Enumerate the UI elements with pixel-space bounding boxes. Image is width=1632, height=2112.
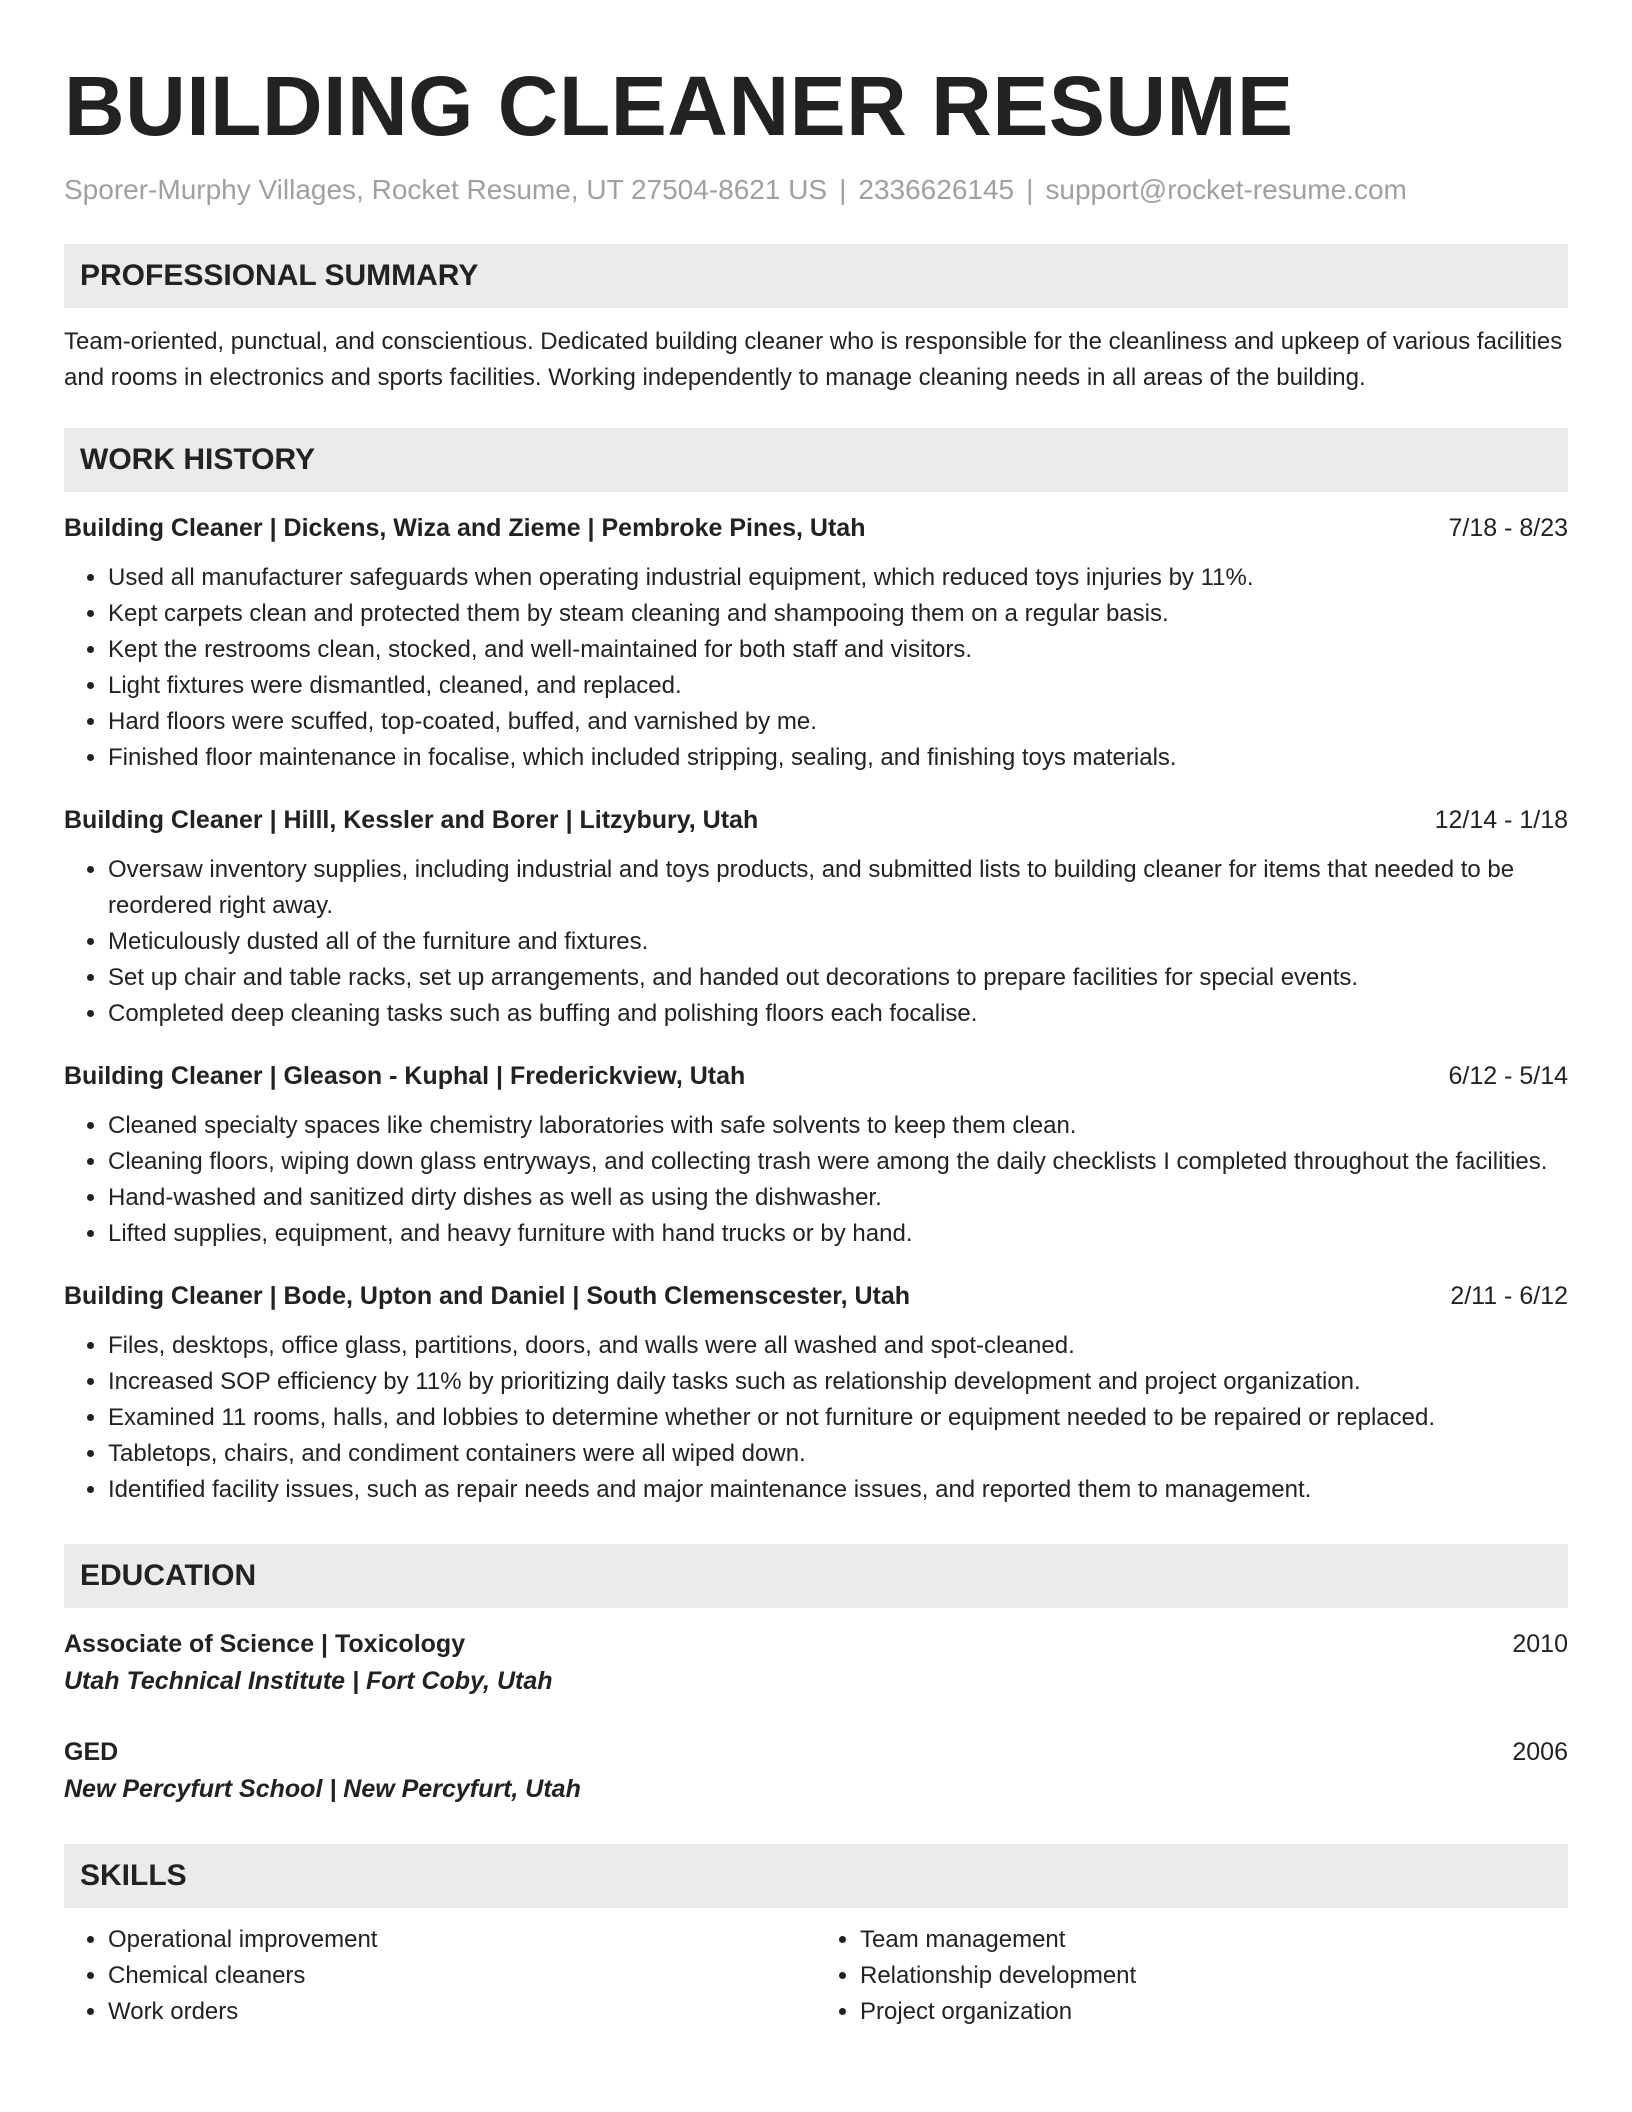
contact-separator: | xyxy=(1026,174,1034,205)
job-entry xyxy=(64,1278,1568,1508)
job-bullets xyxy=(64,1108,1568,1252)
education-degree: Associate of Science | Toxicology xyxy=(64,1630,466,1658)
job-bullet: • Set up chair and table racks, set up arrangements, and handed out decorations to prepare facilities for special events. xyxy=(108,960,1568,996)
skills-column-right xyxy=(816,1922,1568,2030)
education-heading xyxy=(64,1626,1568,1662)
section-header-skills: SKILLS xyxy=(64,1844,1568,1908)
job-heading xyxy=(64,802,1568,838)
skill-item: • Operational improvement xyxy=(108,1922,816,1958)
job-dates: 2/11 - 6/12 xyxy=(1450,1282,1568,1310)
education-entry xyxy=(64,1734,1568,1808)
job-bullets xyxy=(64,852,1568,1032)
contact-email: support@rocket-resume.com xyxy=(1045,174,1407,205)
section-header-summary: PROFESSIONAL SUMMARY xyxy=(64,244,1568,308)
section-header-education: EDUCATION xyxy=(64,1544,1568,1608)
education-entry xyxy=(64,1626,1568,1700)
job-bullet: • Kept carpets clean and protected them by steam cleaning and shampooing them on a regular basis. xyxy=(108,596,1568,632)
job-entry xyxy=(64,510,1568,776)
job-dates: 12/14 - 1/18 xyxy=(1434,806,1568,834)
contact-separator: | xyxy=(839,174,847,205)
job-entry xyxy=(64,802,1568,1032)
job-dates: 6/12 - 5/14 xyxy=(1448,1062,1568,1090)
job-entry xyxy=(64,1058,1568,1252)
section-header-work-history: WORK HISTORY xyxy=(64,428,1568,492)
education-heading xyxy=(64,1734,1568,1770)
job-bullet: • Completed deep cleaning tasks such as buffing and polishing floors each focalise. xyxy=(108,996,1568,1032)
job-bullet: • Identified facility issues, such as repair needs and major maintenance issues, and reported them to management. xyxy=(108,1472,1568,1508)
job-title: Building Cleaner | Dickens, Wiza and Zieme | Pembroke Pines, Utah xyxy=(64,514,866,542)
skill-item: • Project organization xyxy=(860,1994,1568,2030)
job-bullet: • Hand-washed and sanitized dirty dishes as well as using the dishwasher. xyxy=(108,1180,1568,1216)
job-bullet: • Hard floors were scuffed, top-coated, buffed, and varnished by me. xyxy=(108,704,1568,740)
skills-grid xyxy=(64,1922,1568,2030)
education-year: 2006 xyxy=(1512,1738,1568,1766)
job-heading xyxy=(64,1058,1568,1094)
education-school: New Percyfurt School | New Percyfurt, Utah xyxy=(64,1775,581,1803)
education-year: 2010 xyxy=(1512,1630,1568,1658)
job-bullet: • Used all manufacturer safeguards when operating industrial equipment, which reduced toys injuries by 11%. xyxy=(108,560,1568,596)
resume-title: BUILDING CLEANER RESUME xyxy=(64,59,1294,153)
education-degree: GED xyxy=(64,1738,119,1766)
skills-column-left xyxy=(64,1922,816,2030)
job-bullet: • Oversaw inventory supplies, including industrial and toys products, and submitted lists to building cleaner for items that needed to be reordered right away. xyxy=(108,852,1568,924)
skill-item: • Work orders xyxy=(108,1994,816,2030)
job-bullet: • Meticulously dusted all of the furniture and fixtures. xyxy=(108,924,1568,960)
skill-item: • Team management xyxy=(860,1922,1568,1958)
job-bullet: • Examined 11 rooms, halls, and lobbies to determine whether or not furniture or equipment needed to be repaired or replaced. xyxy=(108,1400,1568,1436)
job-heading xyxy=(64,510,1568,546)
skill-item: • Chemical cleaners xyxy=(108,1958,816,1994)
job-bullet: • Lifted supplies, equipment, and heavy furniture with hand trucks or by hand. xyxy=(108,1216,1568,1252)
summary-text: Team-oriented, punctual, and conscientious. Dedicated building cleaner who is responsible for the cleanliness and upkeep of various facilities and rooms in electronics and sports facilities. Working independently to manage cleaning needs in all areas of the building. xyxy=(64,328,1563,391)
job-bullet: • Light fixtures were dismantled, cleaned, and replaced. xyxy=(108,668,1568,704)
job-title: Building Cleaner | Hilll, Kessler and Borer | Litzybury, Utah xyxy=(64,806,759,834)
contact-phone: 2336626145 xyxy=(858,174,1015,205)
job-bullet: • Cleaned specialty spaces like chemistry laboratories with safe solvents to keep them clean. xyxy=(108,1108,1568,1144)
job-heading xyxy=(64,1278,1568,1314)
job-title: Building Cleaner | Gleason - Kuphal | Frederickview, Utah xyxy=(64,1062,746,1090)
job-bullet: • Tabletops, chairs, and condiment containers were all wiped down. xyxy=(108,1436,1568,1472)
job-bullet: • Files, desktops, office glass, partitions, doors, and walls were all washed and spot-cleaned. xyxy=(108,1328,1568,1364)
job-bullets xyxy=(64,1328,1568,1508)
job-dates: 7/18 - 8/23 xyxy=(1448,514,1568,542)
job-bullet: • Kept the restrooms clean, stocked, and well-maintained for both staff and visitors. xyxy=(108,632,1568,668)
job-bullet: • Increased SOP efficiency by 11% by prioritizing daily tasks such as relationship development and project organization. xyxy=(108,1364,1568,1400)
job-title: Building Cleaner | Bode, Upton and Daniel | South Clemenscester, Utah xyxy=(64,1282,911,1310)
education-school: Utah Technical Institute | Fort Coby, Utah xyxy=(64,1667,553,1695)
job-bullets xyxy=(64,560,1568,776)
contact-address: Sporer-Murphy Villages, Rocket Resume, UT 27504-8621 US xyxy=(64,174,828,205)
job-bullet: • Finished floor maintenance in focalise, which included stripping, sealing, and finishing toys materials. xyxy=(108,740,1568,776)
contact-line xyxy=(64,172,1568,208)
job-bullet: • Cleaning floors, wiping down glass entryways, and collecting trash were among the daily checklists I completed throughout the facilities. xyxy=(108,1144,1568,1180)
skill-item: • Relationship development xyxy=(860,1958,1568,1994)
